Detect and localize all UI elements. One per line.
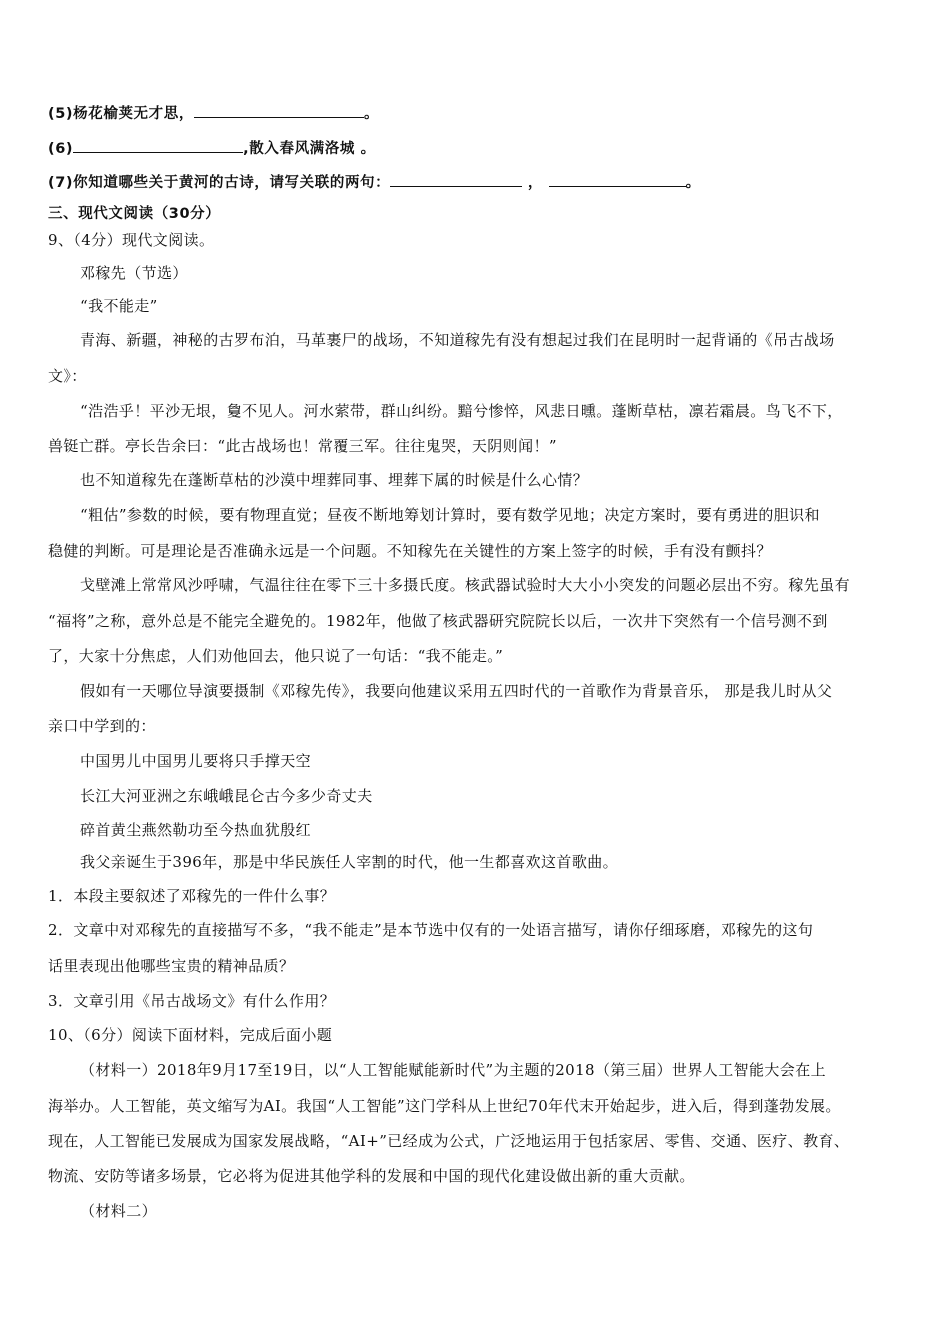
article-paragraph-line: “浩浩乎！平沙无垠，敻不见人。河水萦带，群山纠纷。黯兮惨悴，风悲日曛。蓬断草枯，凛若霜晨。鸟飞不下， xyxy=(80,402,843,420)
item-number: (5) xyxy=(48,106,74,122)
item-text: 你知道哪些关于黄河的古诗，请写关联的两句： xyxy=(73,175,391,191)
material-paragraph-line: 海举办。人工智能，英文缩写为AI。我国“人工智能”这门学科从上世纪70年代末开始起步，进入后，得到蓬勃发展。 xyxy=(48,1097,841,1115)
answer-blank[interactable] xyxy=(73,137,243,153)
question-10-header: 10、（6分）阅读下面材料，完成后面小题 xyxy=(48,1026,333,1044)
item-text: 杨花榆荚无才思， xyxy=(73,106,194,122)
article-paragraph-line: “福将”之称，意外总是不能完全避免的。1982年，他做了核武器研究院院长以后，一次井下突然有一个信号测不到 xyxy=(48,612,828,630)
sub-question: 2．文章中对邓稼先的直接描写不多，“我不能走”是本节选中仅有的一处语言描写，请你仔细琢磨，邓稼先的这句 xyxy=(48,921,814,939)
material-label: （材料二） xyxy=(80,1202,158,1220)
sub-question: 1．本段主要叙述了邓稼先的一件什么事？ xyxy=(48,887,336,905)
article-paragraph-line: 假如有一天哪位导演要摄制《邓稼先传》，我要向他建议采用五四时代的一首歌作为背景音乐， 那是我儿时从父 xyxy=(80,682,833,700)
article-paragraph-line: 稳健的判断。可是理论是否准确永远是一个问题。不知稼先在关键性的方案上签字的时候，手有没有颤抖？ xyxy=(48,542,772,560)
article-title: 邓稼先（节选） xyxy=(80,264,188,282)
material-paragraph-line: 现在，人工智能已发展成为国家发展战略，“AI+”已经成为公式，广泛地运用于包括家居、零售、交通、医疗、教育、 xyxy=(48,1132,850,1150)
section-heading: 三、现代文阅读（30分） xyxy=(48,206,221,222)
poem-item-5: (5)杨花榆荚无才思， 。 xyxy=(48,102,908,124)
material-paragraph-line: （材料一）2018年9月17至19日，以“人工智能赋能新时代”为主题的2018（第三届）世界人工智能大会在上 xyxy=(80,1061,827,1079)
article-subtitle: “我不能走” xyxy=(80,297,158,315)
article-paragraph-line: 戈壁滩上常常风沙呼啸，气温往往在零下三十多摄氏度。核武器试验时大大小小突发的问题必层出不穷。稼先虽有 xyxy=(80,576,851,594)
answer-blank-2[interactable] xyxy=(549,171,686,187)
article-paragraph-line: “粗估”参数的时候，要有物理直觉；昼夜不断地筹划计算时，要有数学见地；决定方案时，要有勇进的胆识和 xyxy=(80,506,820,524)
article-paragraph-line: 亲口中学到的： xyxy=(48,717,156,735)
song-lyric-line: 碎首黄尘燕然勒功至今热血犹殷红 xyxy=(80,821,312,839)
article-paragraph-line: 兽铤亡群。亭长告余曰：“此古战场也！常覆三军。往往鬼哭，天阴则闻！” xyxy=(48,437,557,455)
question-9-header: 9、（4分）现代文阅读。 xyxy=(48,231,215,249)
article-paragraph-line: 青海、新疆，神秘的古罗布泊，马革裹尸的战场，不知道稼先有没有想起过我们在昆明时一起背诵的《吊古战场 xyxy=(80,331,835,349)
article-paragraph-line: 文》： xyxy=(48,367,87,385)
poem-item-6 xyxy=(48,137,908,159)
article-paragraph-line: 也不知道稼先在蓬断草枯的沙漠中埋葬同事、埋葬下属的时候是什么心情？ xyxy=(80,471,589,489)
song-lyric-line: 长江大河亚洲之东峨峨昆仑古今多少奇丈夫 xyxy=(80,787,373,805)
song-lyric-line: 中国男儿中国男儿要将只手撑天空 xyxy=(80,752,312,770)
sub-question: 话里表现出他哪些宝贵的精神品质？ xyxy=(48,957,295,975)
item-text: ,散入春风满洛城 。 xyxy=(243,141,376,157)
answer-blank[interactable] xyxy=(194,102,364,118)
poem-item-7: (7)你知道哪些关于黄河的古诗，请写关联的两句： ， 。 xyxy=(48,171,908,193)
item-number: (7) xyxy=(48,175,74,191)
article-paragraph-line: 了，大家十分焦虑，人们劝他回去，他只说了一句话：“我不能走。” xyxy=(48,647,504,665)
article-paragraph-line: 我父亲诞生于396年，那是中华民族任人宰割的时代，他一生都喜欢这首歌曲。 xyxy=(80,853,619,871)
item-number: (6) xyxy=(48,141,74,157)
material-paragraph-line: 物流、安防等诸多场景，它必将为促进其他学科的发展和中国的现代化建设做出新的重大贡献。 xyxy=(48,1167,695,1185)
sub-question: 3．文章引用《吊古战场文》有什么作用？ xyxy=(48,992,336,1010)
answer-blank-1[interactable] xyxy=(390,171,522,187)
